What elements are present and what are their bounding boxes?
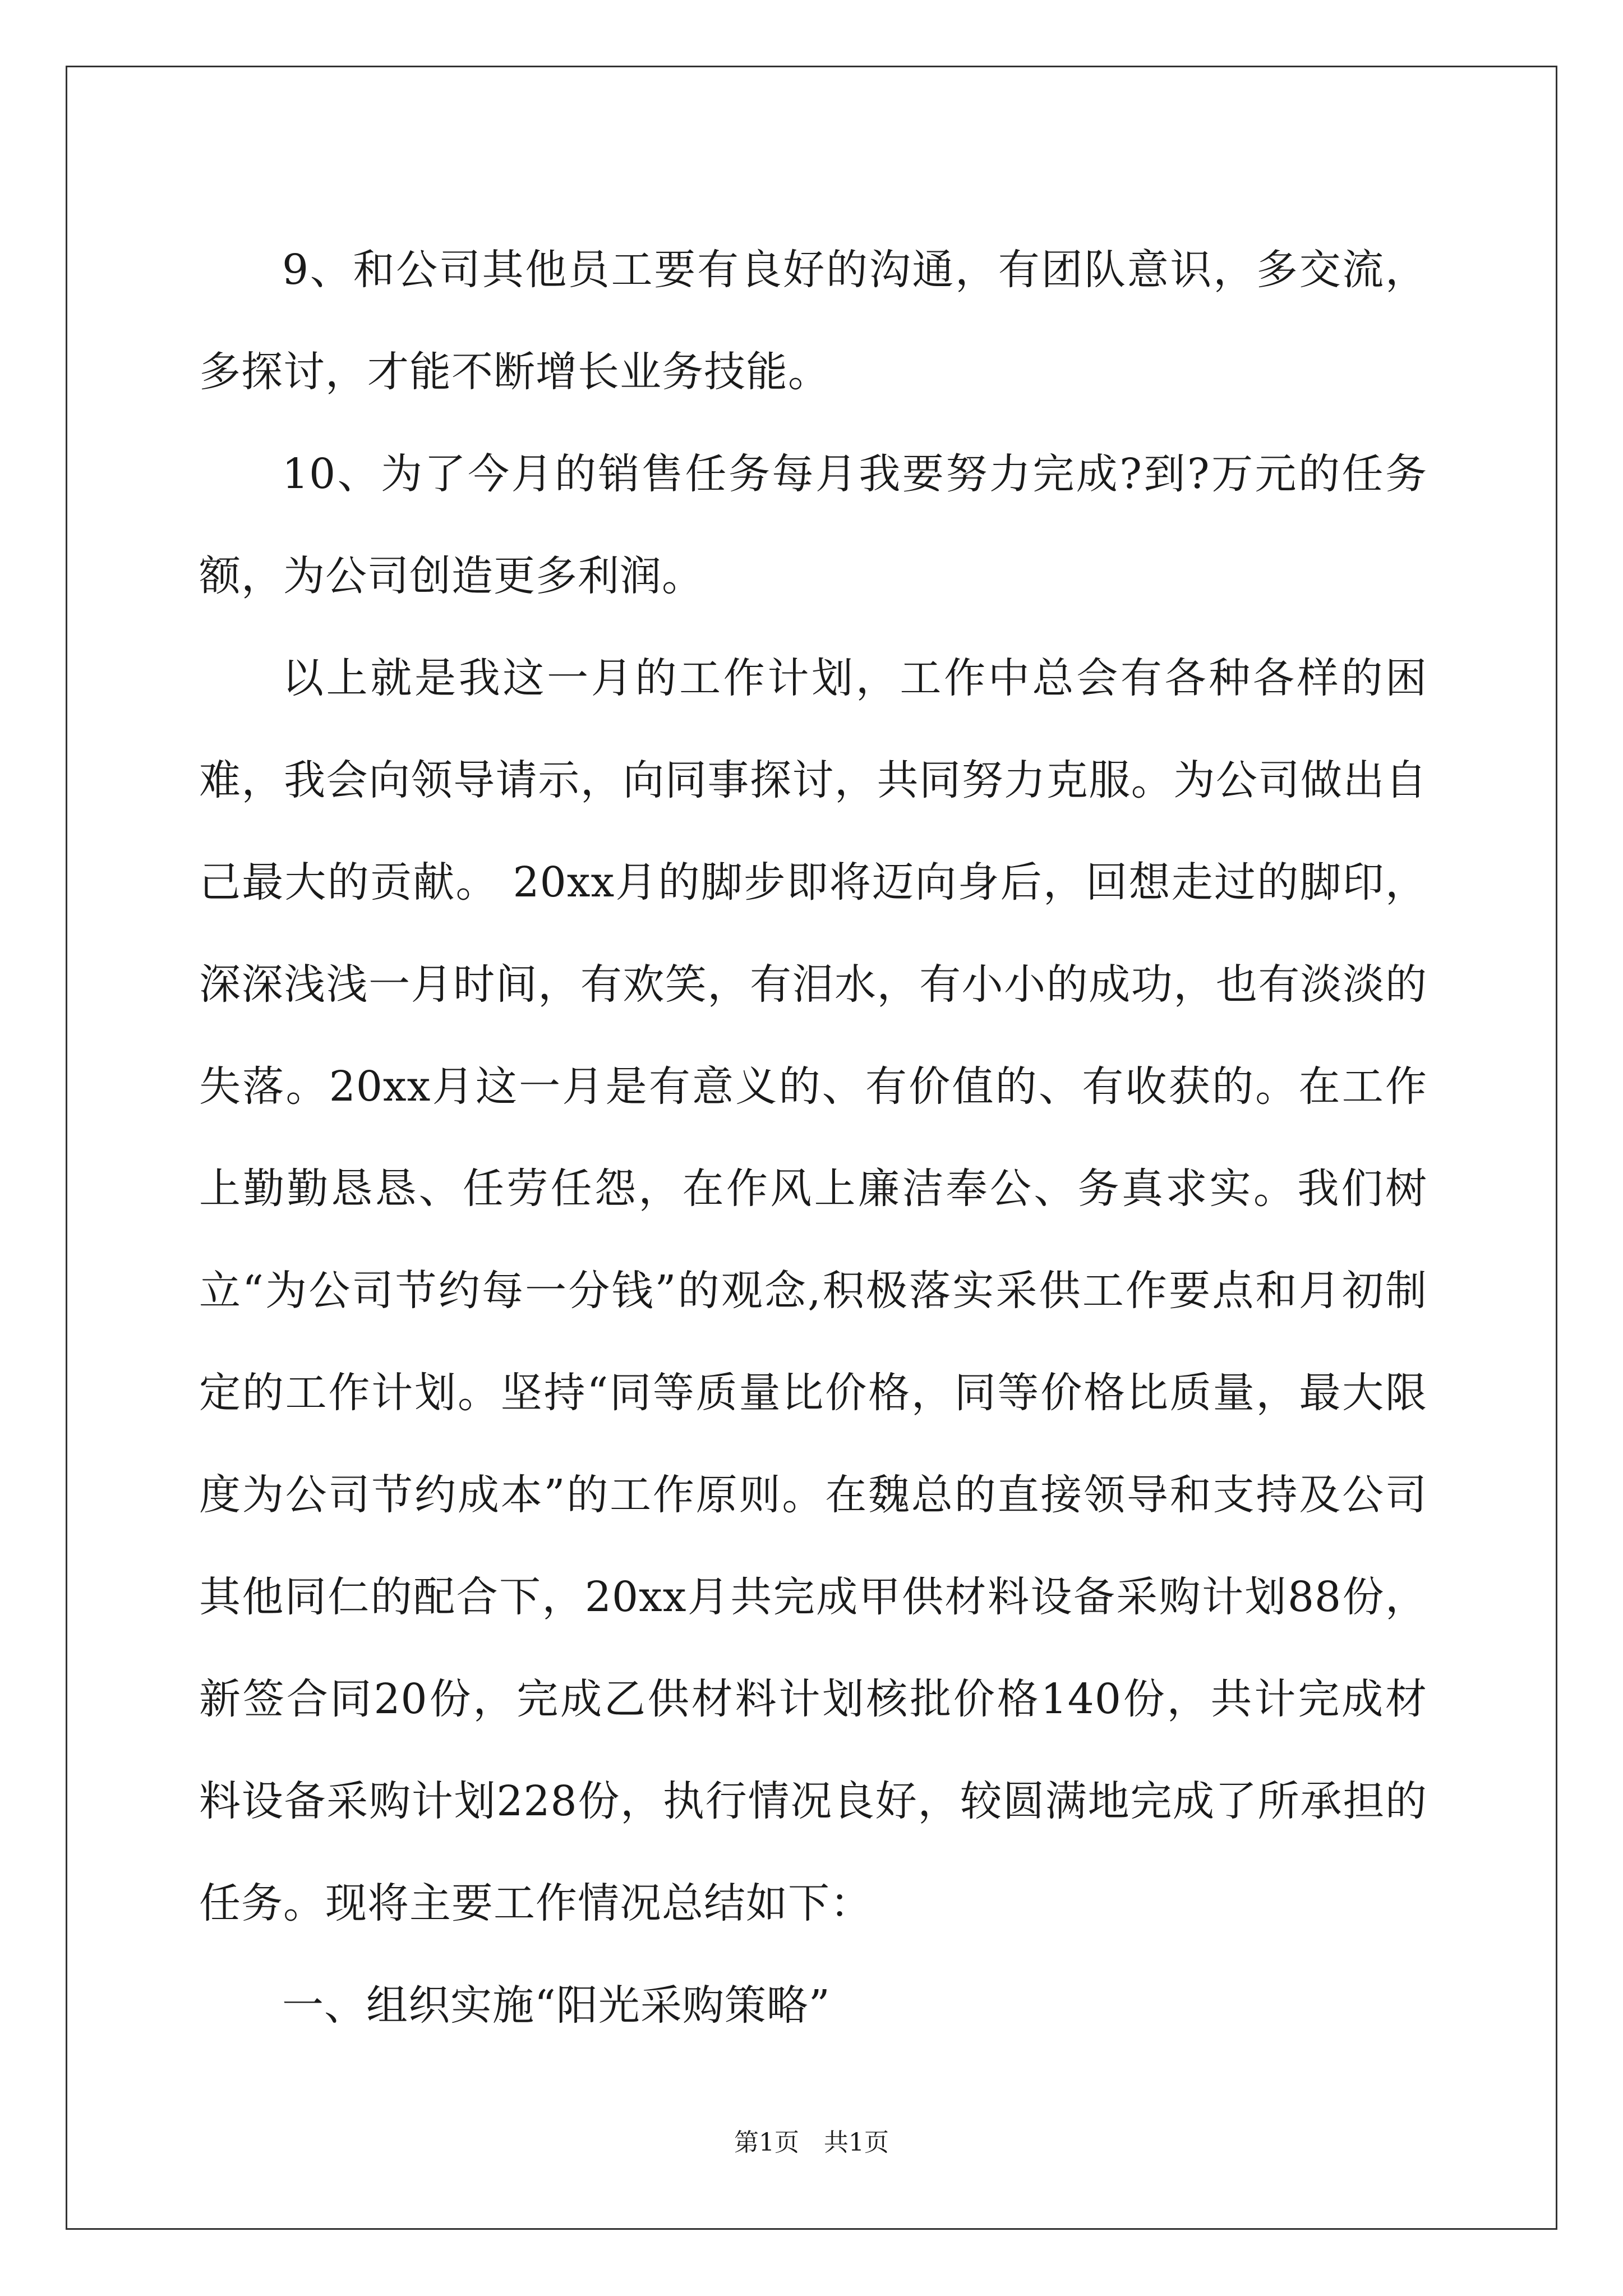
paragraph-summary: 以上就是我这一月的工作计划，工作中总会有各种各样的困难，我会向领导请示，向同事探讨，共同努力克服。为公司做出自己最大的贡献。 20xx月的脚步即将迈向身后，回想走过的脚印，深深浅浅一月时间，有欢笑，有泪水，有小小的成功，也有淡淡的失落。20xx月这一月是有意义的、有价值的、有收获的。在工作上勤勤恳恳、任劳任怨，在作风上廉洁奉公、务真求实。我们树立“为公司节约每一分钱”的观念,积极落实采供工作要点和月初制定的工作计划。坚持“同等质量比价格，同等价格比质量，最大限度为公司节约成本”的工作原则。在魏总的直接领导和支持及公司其他同仁的配合下，20xx月共完成甲供材料设备采购计划88份，新签合同20份，完成乙供材料计划核批价格140份，共计完成材料设备采购计划228份，执行情况良好，较圆满地完成了所承担的任务。现将主要工作情况总结如下： [199, 654, 1427, 1927]
section-heading-sunshine-procurement: 一、组织实施“阳光采购策略” [282, 1981, 831, 2030]
paragraph-item-9: 9、和公司其他员工要有良好的沟通，有团队意识，多交流，多探讨，才能不断增长业务技能。 [199, 246, 1427, 396]
page-number-footer: 第1页 共1页 [734, 2128, 889, 2157]
document-body [199, 219, 1427, 2056]
paragraph-item-10: 10、为了今月的销售任务每月我要努力完成?到?万元的任务额，为公司创造更多利润。 [199, 450, 1427, 600]
